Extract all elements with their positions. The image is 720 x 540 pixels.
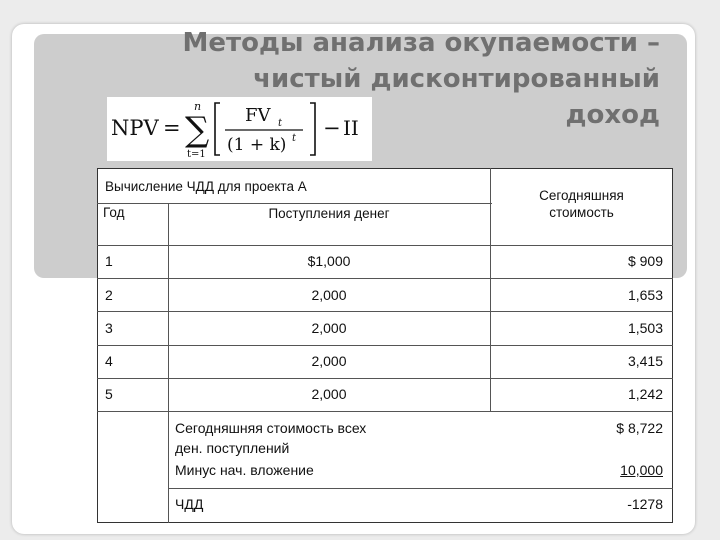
npv-value: -1278	[627, 496, 663, 512]
investment-label: Минус нач. вложение	[175, 462, 314, 478]
formula-numerator: FV	[245, 105, 271, 126]
investment-value: 10,000	[620, 462, 663, 478]
row-year: 2	[105, 287, 113, 303]
row-pv: 1,242	[627, 386, 663, 402]
sigma-icon: ∑	[185, 110, 210, 150]
formula-numerator-sub: t	[278, 118, 283, 129]
row-pv: 1,503	[627, 320, 663, 336]
slide-title: Методы анализа окупаемости – чистый дисконтированный доход	[182, 28, 660, 130]
pv-total-label-line2: ден. поступлений	[175, 440, 290, 456]
formula-sum-top: n	[194, 100, 202, 113]
column-header-pv-line1: Сегодняшняя	[539, 188, 624, 203]
row-cash: 2,000	[311, 353, 347, 369]
pv-total-label-line1: Сегодняшняя стоимость всех	[175, 420, 367, 436]
formula-rhs: II	[343, 116, 359, 140]
formula-sum-bottom: t=1	[187, 149, 206, 160]
row-cash: 2,000	[311, 386, 347, 402]
npv-label: ЧДД	[175, 496, 204, 512]
table-caption: Вычисление ЧДД для проекта А	[105, 179, 307, 194]
npv-formula	[107, 97, 372, 161]
row-pv: 3,415	[627, 353, 663, 369]
left-bracket-icon	[215, 103, 220, 155]
pv-total-value: $ 8,722	[616, 420, 663, 436]
column-header-pv-line2: стоимость	[549, 205, 614, 220]
formula-denominator: (1 + k)	[227, 135, 287, 155]
right-bracket-icon	[310, 103, 315, 155]
formula-lhs: NPV	[111, 116, 159, 140]
column-header-year: Год	[103, 205, 125, 220]
row-cash: 2,000	[311, 320, 347, 336]
row-pv: $ 909	[627, 253, 663, 269]
formula-denominator-sup: t	[292, 133, 297, 144]
row-year: 5	[105, 386, 113, 402]
column-header-cash: Поступления денег	[268, 206, 390, 221]
formula-minus: −	[323, 116, 341, 140]
row-year: 1	[105, 253, 113, 269]
row-pv: 1,653	[627, 287, 663, 303]
row-year: 3	[105, 320, 113, 336]
row-cash: 2,000	[311, 287, 347, 303]
row-cash: $1,000	[307, 253, 351, 269]
formula-equals: =	[163, 116, 181, 140]
row-year: 4	[105, 353, 113, 369]
npv-formula-image	[107, 97, 372, 161]
